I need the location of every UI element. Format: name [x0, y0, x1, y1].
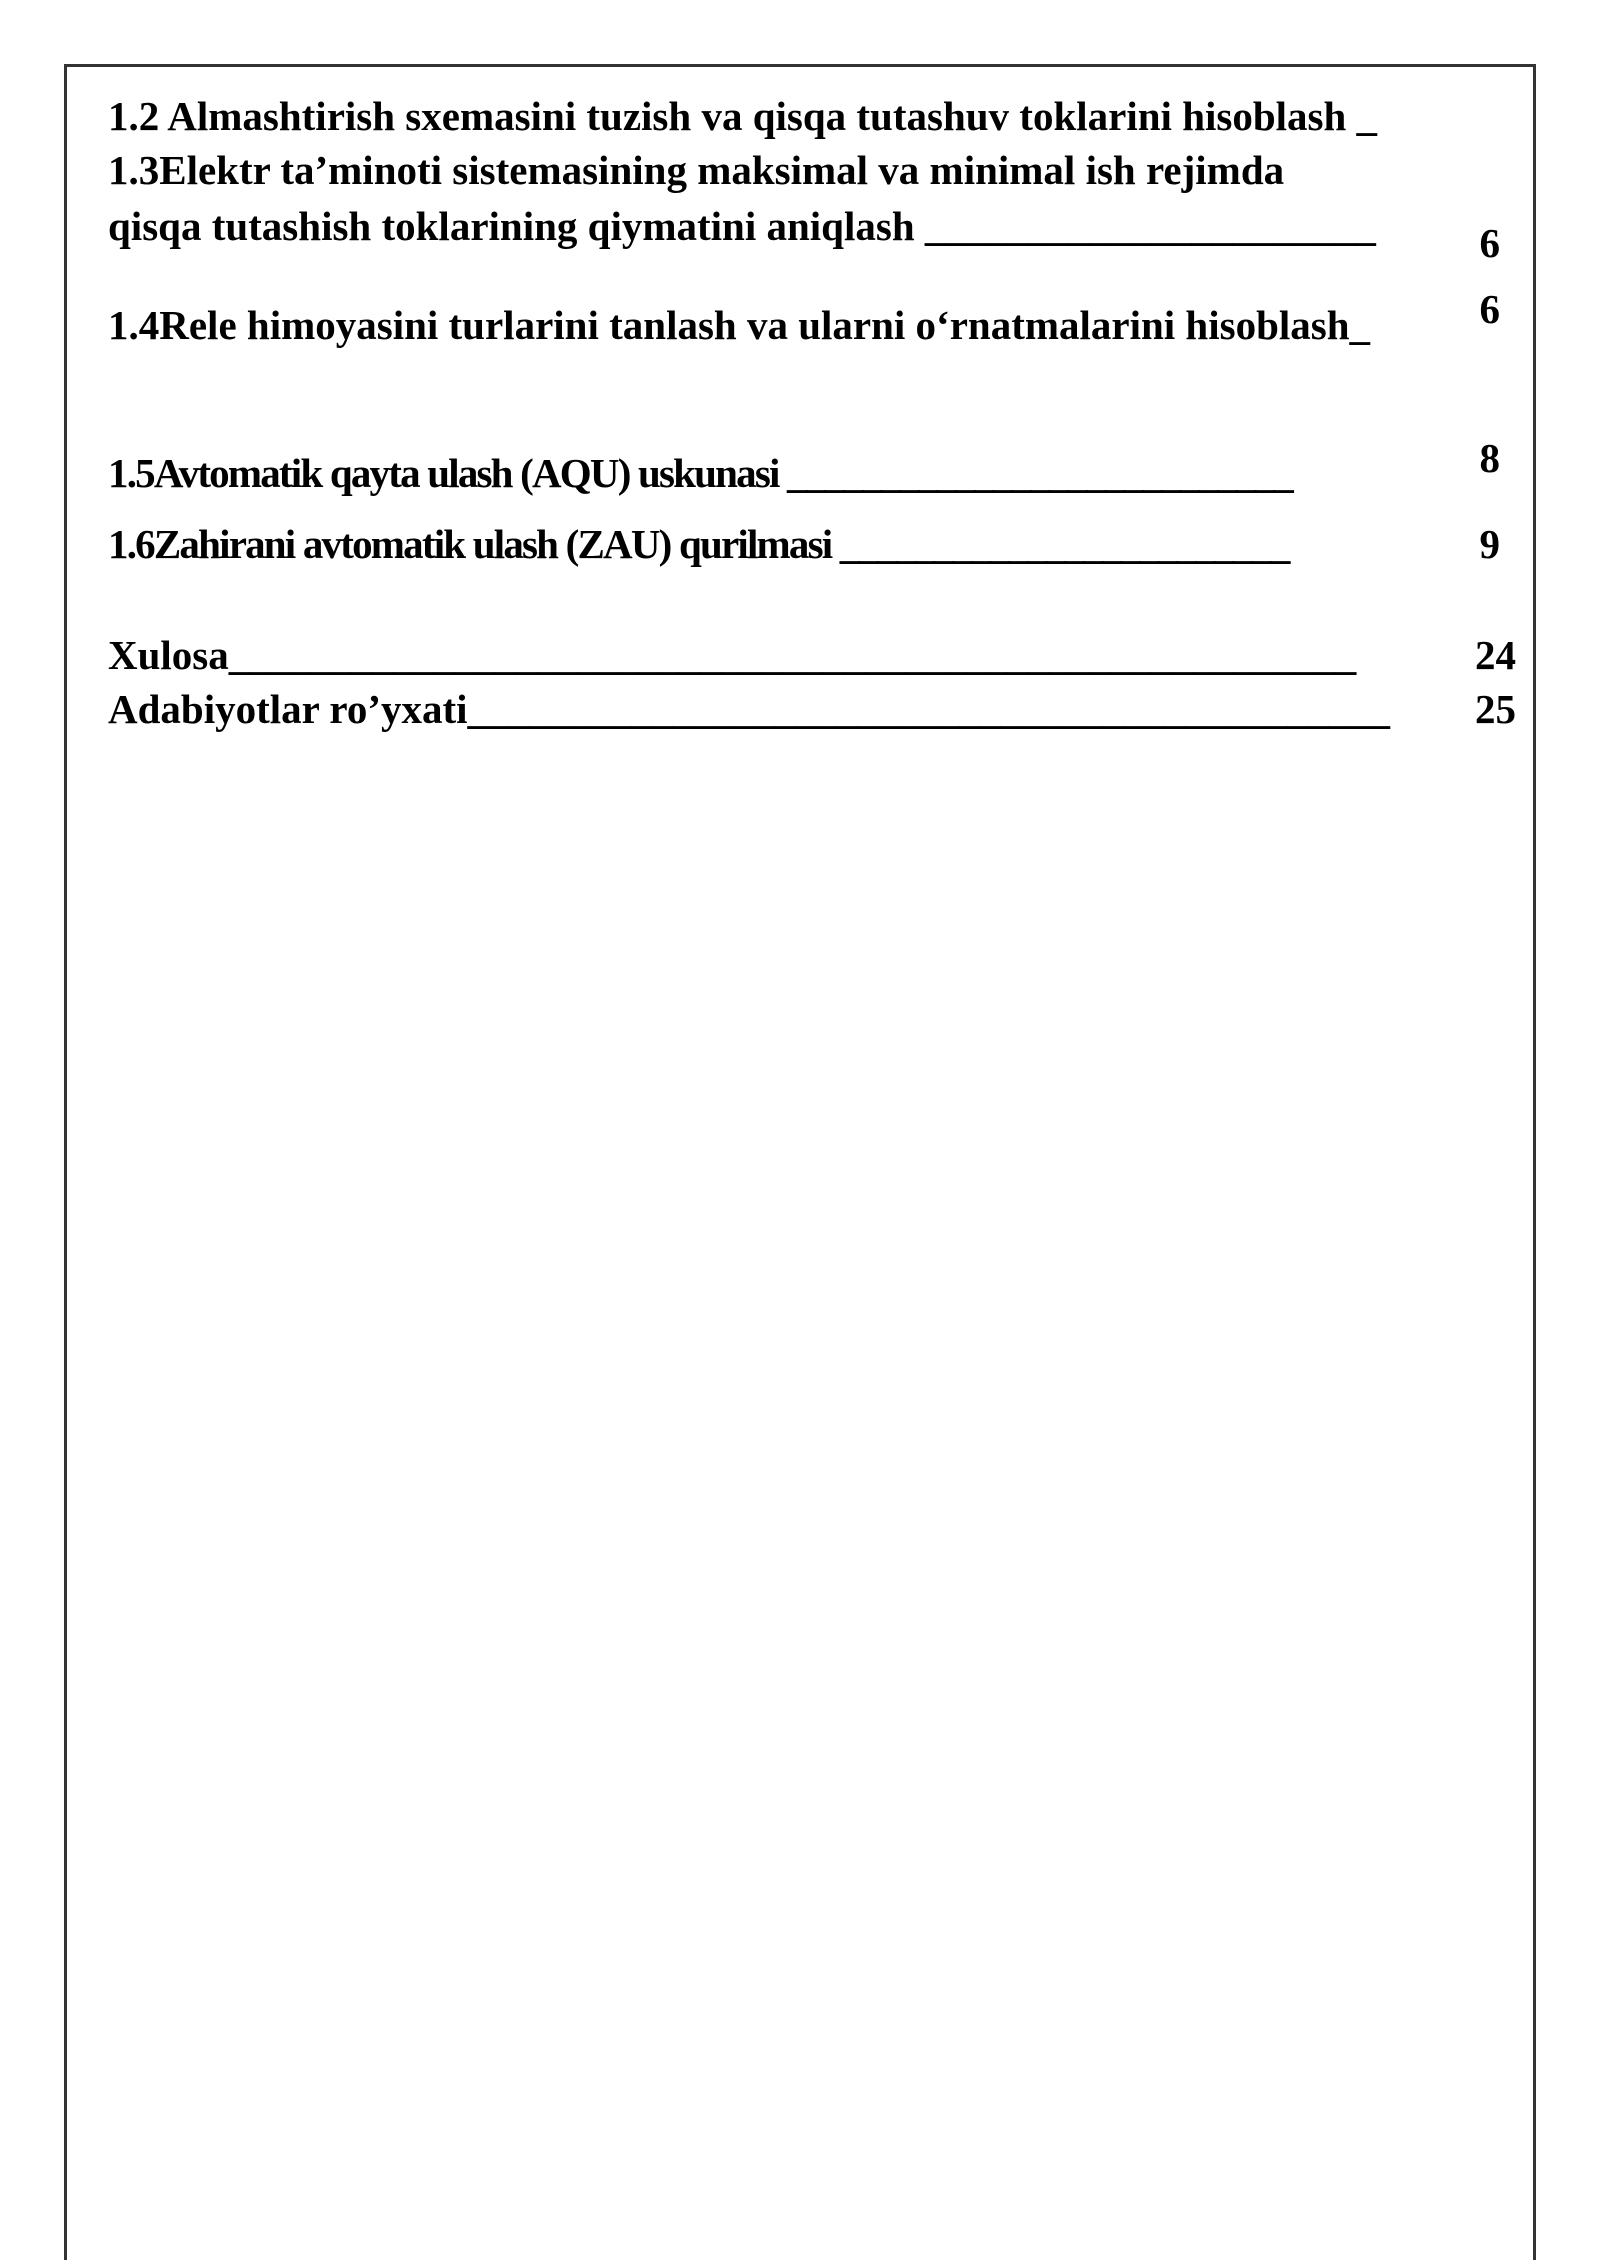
- toc-entry-1-4: 1.4Rele himoyasini turlarini tanlash va ularni o‘rnatmalarini hisoblash_: [108, 302, 1371, 348]
- toc-page-number-1-6: 9: [1479, 521, 1500, 567]
- toc-entry-adabiyotlar: Adabiyotlar ro’yxati_____________________________________________: [108, 686, 1391, 732]
- toc-page-number-adabiyotlar: 25: [1475, 686, 1516, 732]
- toc-entry-1-3-line-1: 1.3Elektr ta’minoti sistemasining maksimal va minimal ish rejimda: [108, 147, 1285, 193]
- toc-page-number-xulosa: 24: [1475, 632, 1516, 678]
- toc-entry-1-6: 1.6Zahirani avtomatik ulash (ZAU) qurilmasi ________________________: [108, 521, 1289, 567]
- page-border: [64, 64, 1536, 2260]
- toc-page-number-1-5: 8: [1479, 435, 1500, 481]
- toc-entry-1-5: 1.5Avtomatik qayta ulash (AQU) uskunasi ___________________________: [108, 450, 1292, 496]
- toc-entry-xulosa: Xulosa_______________________________________________________: [108, 632, 1357, 678]
- toc-entry-1-3-line-2: qisqa tutashish toklarining qiymatini aniqlash ______________________: [108, 203, 1376, 249]
- toc-page-number-1-4: 6: [1479, 286, 1500, 332]
- toc-page-number-1-3: 6: [1479, 220, 1500, 266]
- toc-entry-1-2: 1.2 Almashtirish sxemasini tuzish va qisqa tutashuv toklarini hisoblash _: [108, 93, 1378, 139]
